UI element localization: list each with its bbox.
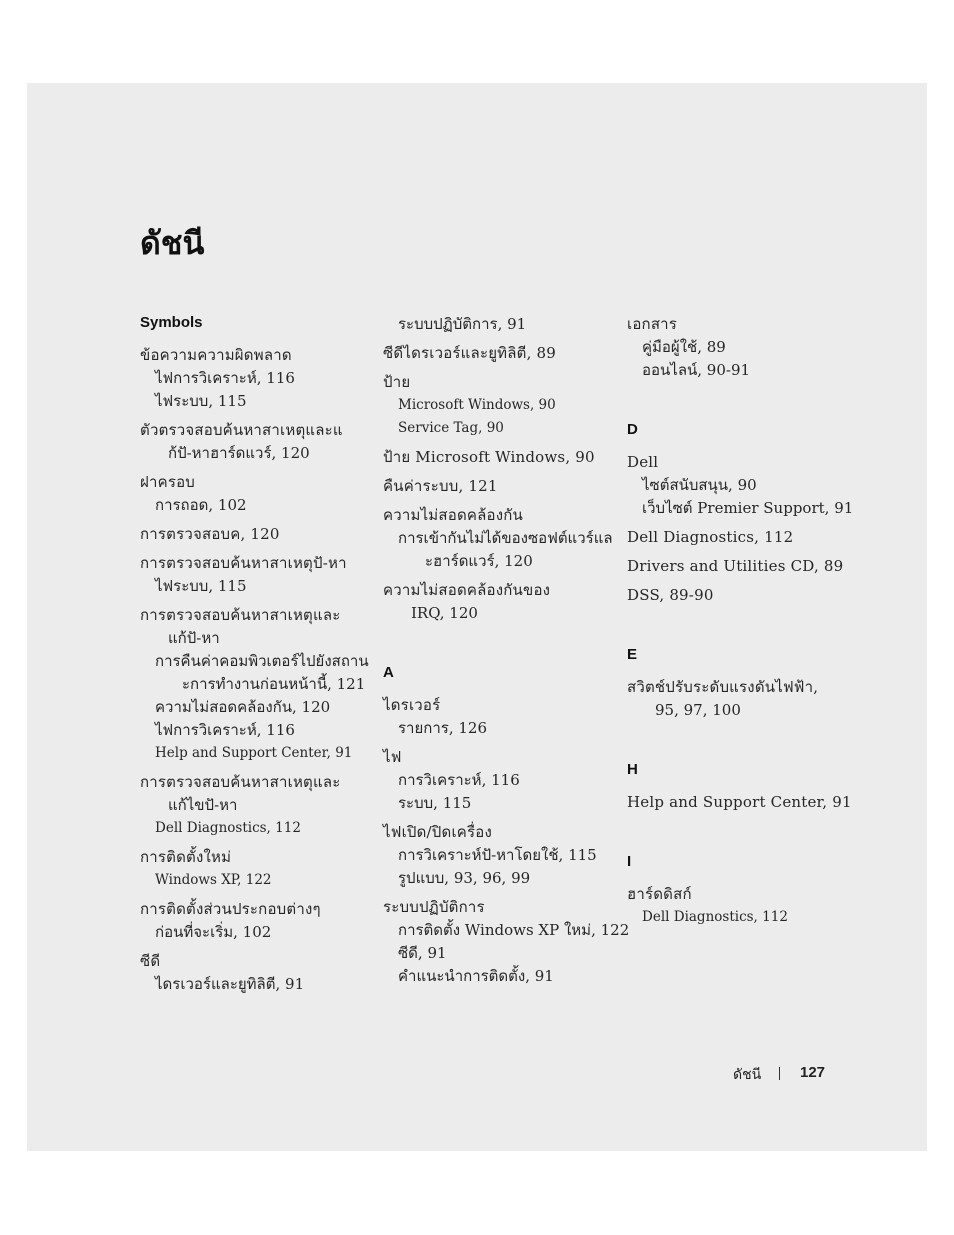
index-entry-continuation: ก้ปั-หาฮาร์ดแวร์, 120 [168,444,310,462]
index-entry: DSS, 89-90 [627,586,714,604]
footer-separator [779,1067,780,1080]
index-subentry-continuation: ะฮาร์ดแวร์, 120 [425,552,533,570]
index-entry: ไฟ [383,748,402,766]
index-entry-continuation: แก้ไขปั-หา [168,796,238,814]
index-entry: ฝาครอบ [140,473,196,491]
index-entry-continuation: แก้ปั-หา [168,629,220,647]
index-entry: การตรวจสอบค้นหาสาเหตุและ [140,606,341,624]
section-heading-a: A [383,664,394,681]
index-entry-continuation: ก่อนที่จะเริ่ม, 102 [155,923,272,941]
index-subentry: ระบบ, 115 [398,794,472,812]
index-column-3 [627,313,857,929]
index-entry: การตรวจสอบค, 120 [140,525,280,543]
index-subentry: รายการ, 126 [398,719,487,737]
index-entry: ตัวตรวจสอบค้นหาสาเหตุและแ [140,421,343,439]
section-heading-i: I [627,853,632,870]
index-entry: ระบบปฏิบัติการ [383,898,485,916]
index-subentry: คู่มือผู้ใช้, 89 [642,338,726,356]
index-subentry: รูปแบบ, 93, 96, 99 [398,869,531,887]
index-entry: ฮาร์ดดิสก์ [627,885,692,903]
page-number: 127 [800,1064,826,1081]
page-footer [733,1064,826,1086]
index-entry: Dell [627,453,659,471]
index-subentry: การวิเคราะห์ปั-หาโดยใช้, 115 [398,846,597,864]
index-entry: ความไม่สอดคล้องกันของ [383,581,551,599]
index-subentry: ไซต์สนับสนุน, 90 [642,476,757,494]
index-entry: ซีดี [140,952,161,970]
index-subentry: การถอด, 102 [155,496,247,514]
index-entry: สวิตช์ปรับระดับแรงดันไฟฟ้า, [627,678,819,696]
index-entry: ความไม่สอดคล้องกัน [383,506,523,524]
section-heading-d: D [627,421,638,438]
index-subentry: ไดรเวอร์และยูทิลิตี, 91 [155,975,305,993]
index-entry: เอกสาร [627,315,678,333]
index-entry: Drivers and Utilities CD, 89 [627,557,844,575]
index-entry: ไฟเปิด/ปิดเครื่อง [383,823,493,841]
index-entry: ไดรเวอร์ [383,696,441,714]
index-entry-continuation: IRQ, 120 [411,604,478,622]
index-subentry: ไฟระบบ, 115 [155,392,247,410]
index-entry: ป้าย [383,373,411,391]
index-subentry: การติดตั้ง Windows XP ใหม่, 122 [398,921,630,939]
index-subentry: Dell Diagnostics, 112 [642,909,788,925]
index-entry: การตรวจสอบค้นหาสาเหตุปั-หา [140,554,347,572]
index-subentry: Microsoft Windows, 90 [398,397,556,413]
index-entry-continuation: 95, 97, 100 [655,701,741,719]
index-subentry: Windows XP, 122 [155,872,272,888]
section-heading-h: H [627,761,638,778]
index-subentry: การวิเคราะห์, 116 [398,771,520,789]
index-subentry: ความไม่สอดคล้องกัน, 120 [155,698,331,716]
footer-section-label: ดัชนี [733,1067,762,1083]
index-subentry: Service Tag, 90 [398,420,504,436]
index-column-1 [140,313,370,996]
index-entry: Dell Diagnostics, 112 [627,528,794,546]
index-entry: การติดตั้งใหม่ [140,848,232,866]
index-subentry: Dell Diagnostics, 112 [155,820,301,836]
section-heading-e: E [627,646,638,663]
index-subentry-continuation: ะการทำงานก่อนหน้านี้, 121 [182,675,366,693]
index-subentry: Help and Support Center, 91 [155,745,353,761]
index-subentry: การเข้ากันไม่ได้ของซอฟต์แวร์แล [398,529,613,547]
index-entry: คืนค่าระบบ, 121 [383,477,498,495]
index-subentry: ไฟการวิเคราะห์, 116 [155,721,295,739]
index-entry: การตรวจสอบค้นหาสาเหตุและ [140,773,341,791]
page-title: ดัชนี [140,224,205,262]
index-entry: ข้อความความผิดพลาด [140,346,292,364]
index-entry: Help and Support Center, 91 [627,793,852,811]
section-heading-symbols: Symbols [140,314,203,331]
index-subentry: เว็บไซต์ Premier Support, 91 [642,499,854,517]
index-column-2 [383,313,630,988]
index-entry: ซีดีไดรเวอร์และยูทิลิตี, 89 [383,344,557,362]
index-subentry: ซีดี, 91 [398,944,447,962]
index-entry-continuation: ไฟระบบ, 115 [155,577,247,595]
index-subentry: ออนไลน์, 90-91 [642,361,751,379]
index-subentry: ระบบปฏิบัติการ, 91 [398,315,527,333]
index-subentry: ไฟการวิเคราะห์, 116 [155,369,295,387]
index-subentry: คำแนะนำการติดตั้ง, 91 [398,967,554,985]
index-entry: ป้าย Microsoft Windows, 90 [383,448,595,466]
index-subentry: การคืนค่าคอมพิวเตอร์ไปยังสถาน [155,652,369,670]
index-entry: การติดตั้งส่วนประกอบต่างๆ [140,900,321,918]
